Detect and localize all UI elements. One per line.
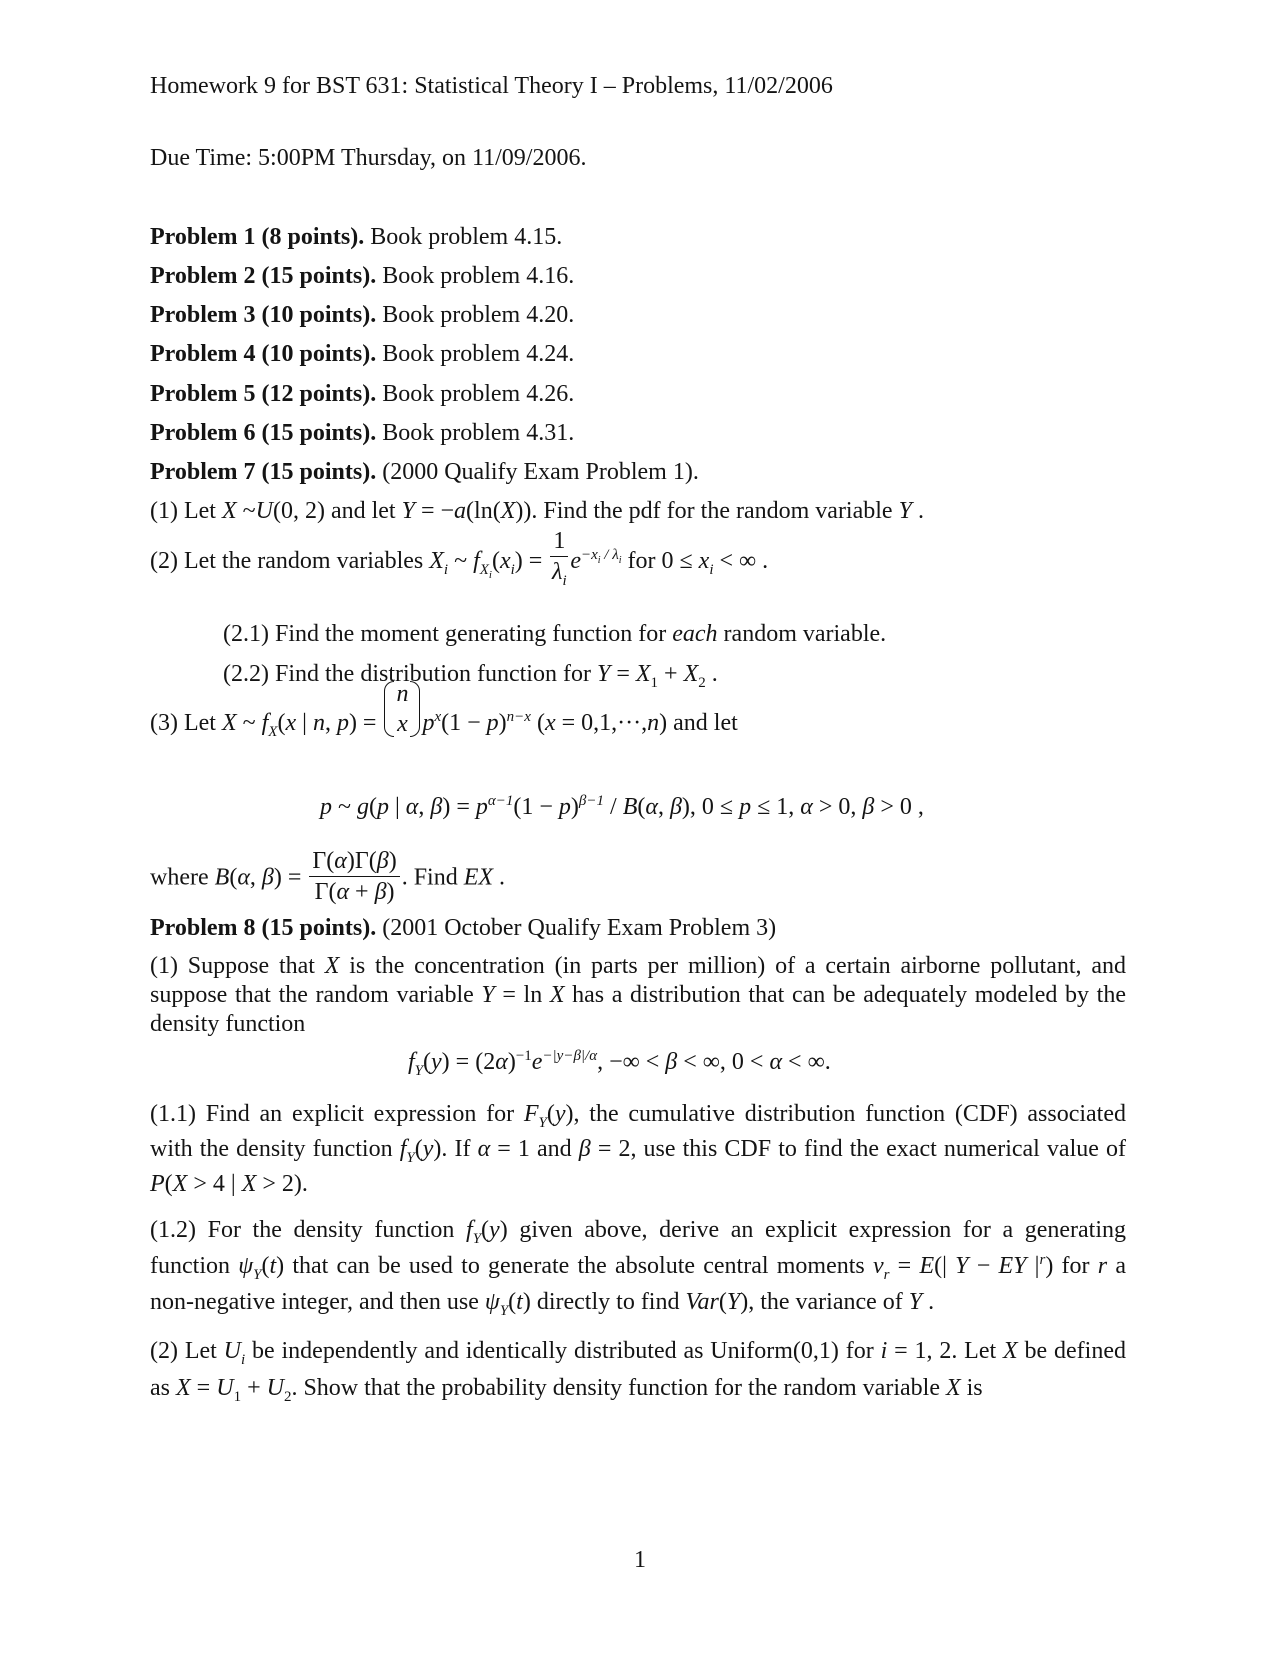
p7-part-2: (2) Let the random variables $X_i$ ~ $f_{X_i}(x_i)$ = $\frac{1}{\lambda_i}$ $e^{-x_i / \lambda_i}$ for $0 \le x_i$ < ∞ . — [150, 528, 769, 589]
problem-label: Problem 3 (10 points). — [150, 302, 377, 328]
p7-part-2-2: (2.2) Find the distribution function for $Y = X_1 + X_2$ . — [223, 661, 718, 691]
beta-function-definition: where B(α, β) = $\frac{\Gamma(\alpha)\Gamma(\beta)}{\Gamma(\alpha + \beta)}$ . Find EX . — [150, 848, 506, 905]
p8-part-1: (1) Suppose that X is the concentration (in parts per million) of a certain airborne pollutant, and suppose that the random variable Y = ln X has a distribution that can be adequately modeled by the density function — [150, 953, 1127, 1037]
fraction: $\frac{\Gamma(\alpha)\Gamma(\beta)}{\Gamma(\alpha + \beta)}$ — [309, 846, 399, 907]
problem-5 — [150, 379, 574, 409]
p8-part-1-2: (1.2) For the density function $f_Y(y)$ given above, derive an explicit expression for a generating function $\psi_Y(t)$ that can be used to generate the absolute central moments $\nu_r = E(|$ Y − EY $|^r$) for r a non-negative integer, and then use $\psi_Y(t)$ directly to find Var(Y), the variance of Y . — [150, 1217, 1127, 1319]
beta-prior-formula: p ~ g(p | α, $\beta) = p^{\alpha-1}(1 - p)^{\beta-1} / B(\alpha$, β), 0 ≤ p ≤ 1, α > 0, β > 0 , — [320, 793, 924, 820]
p7-part-1: (1) Let X ~U(0, 2) and let Y = −a(ln(X)). Find the pdf for the random variable Y . — [150, 498, 924, 524]
binomial-coefficient: n x — [384, 679, 420, 739]
problem-label: Problem 8 (15 points). — [150, 915, 377, 941]
problem-text: Book problem 4.15. — [364, 224, 563, 250]
fraction: $\frac{1}{\lambda_i}$ — [552, 528, 567, 589]
problem-label: Problem 7 (15 points). — [150, 459, 377, 485]
problem-text: (2000 Qualify Exam Problem 1). — [376, 459, 699, 485]
problem-text: Book problem 4.16. — [376, 263, 575, 289]
density-formula: $f_Y(y) = (2\alpha)^{-1}e^{-|y-\beta|/\alpha}$, −∞ < β < ∞, 0 < α < ∞. — [408, 1048, 831, 1079]
problem-4 — [150, 339, 574, 369]
p7-part-2-1: (2.1) Find the moment generating function for each random variable. — [223, 621, 887, 647]
problem-8 — [150, 913, 776, 943]
problem-2 — [150, 261, 574, 291]
problem-text: Book problem 4.24. — [376, 341, 575, 367]
problem-text: (2001 October Qualify Exam Problem 3) — [376, 915, 777, 941]
problem-6 — [150, 418, 574, 448]
problem-label: Problem 5 (12 points). — [150, 381, 377, 407]
problem-label: Problem 2 (15 points). — [150, 263, 377, 289]
problem-label: Problem 6 (15 points). — [150, 420, 377, 446]
due-time: Due Time: 5:00PM Thursday, on 11/09/2006. — [150, 145, 587, 171]
problem-label: Problem 4 (10 points). — [150, 341, 377, 367]
problem-text: Book problem 4.20. — [376, 302, 575, 328]
problem-3 — [150, 300, 574, 330]
problem-7 — [150, 457, 699, 487]
problem-text: Book problem 4.31. — [376, 420, 575, 446]
p7-part-3: (3) Let X ~ $f_X(x$ | n, p) = n x $p^x(1 - p)^{n-x}$ (x = 0,1,···,n) and let — [150, 681, 738, 740]
page-number: 1 — [634, 1547, 646, 1573]
page-title: Homework 9 for BST 631: Statistical Theory I – Problems, 11/02/2006 — [150, 73, 833, 99]
p8-part-2: (2) Let $U_i$ be independently and identically distributed as Uniform(0,1) for i = 1, 2. Let X be defined as $X = U_1 + U_2$. Show that the probability density function for the random variable X is — [150, 1338, 1126, 1405]
problem-1 — [150, 222, 562, 252]
problem-label: Problem 1 (8 points). — [150, 224, 365, 250]
p8-part-1-1: (1.1) Find an explicit expression for $F_Y(y)$, the cumulative distribution function (CDF) associated with the density function $f_Y(y)$. If α = 1 and β = 2, use this CDF to find the exact numerical value of P(X > 4 | X > 2). — [150, 1101, 1126, 1197]
problem-text: Book problem 4.26. — [376, 381, 575, 407]
